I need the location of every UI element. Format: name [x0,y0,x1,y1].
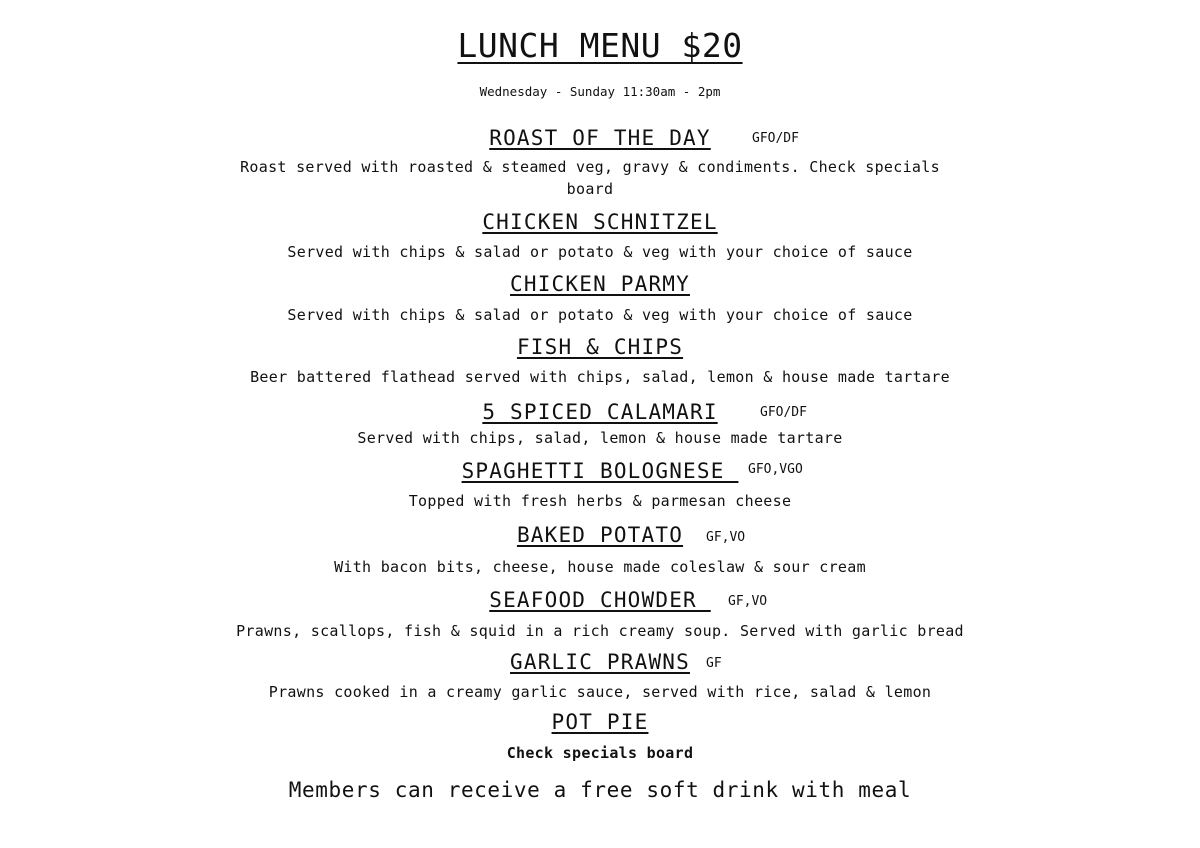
dietary-tag: GFO,VGO [748,462,803,477]
menu-item-header [0,210,1200,238]
menu-item-name: BAKED POTATO [516,523,684,547]
menu-item-description: Roast served with roasted & steamed veg, gravy & condiments. Check specials board [240,158,940,198]
menu-item-name: 5 SPICED CALAMARI [482,400,718,424]
menu-item-name: ROAST OF THE DAY [489,126,711,150]
menu-item-description: Prawns cooked in a creamy garlic sauce, served with rice, salad & lemon [268,683,932,701]
menu-item-name: GARLIC PRAWNS [510,650,690,674]
menu-item-header [0,400,1200,428]
dietary-tag: GFO/DF [760,405,807,420]
dietary-tag: GFO/DF [752,131,799,146]
menu-item-name: FISH & CHIPS [516,335,684,359]
dietary-tag: GF,VO [728,594,768,609]
menu-item-description: Prawns, scallops, fish & squid in a rich creamy soup. Served with garlic bread [236,622,964,640]
menu-item-header [0,126,1200,154]
members-note: Members can receive a free soft drink with meal [288,778,912,802]
menu-item-description: Served with chips & salad or potato & veg with your choice of sauce [287,243,913,261]
menu-item-header [0,272,1200,300]
menu-item-name: CHICKEN PARMY [510,272,690,296]
menu-item-header [0,650,1200,678]
menu-item-name: SPAGHETTI BOLOGNESE [461,459,739,483]
menu-item-header [0,710,1200,738]
dietary-tag: GF [706,656,722,671]
menu-hours: Wednesday - Sunday 11:30am - 2pm [479,84,721,99]
menu-title: LUNCH MENU $20 [457,26,743,65]
menu-item-description: Served with chips, salad, lemon & house made tartare [357,429,843,447]
menu-item-name: SEAFOOD CHOWDER [489,588,711,612]
menu-item-description: Beer battered flathead served with chips, salad, lemon & house made tartare [250,368,950,386]
menu-item-name: POT PIE [551,710,649,734]
menu-item-description: Served with chips & salad or potato & veg with your choice of sauce [287,306,913,324]
menu-item-description: Check specials board [506,744,694,762]
menu-item-header [0,459,1200,487]
dietary-tag: GF,VO [706,530,746,545]
menu-item-description: With bacon bits, cheese, house made coleslaw & sour cream [334,558,866,576]
menu-item-header [0,588,1200,616]
menu-item-description: Topped with fresh herbs & parmesan cheese [408,492,792,510]
menu-item-name: CHICKEN SCHNITZEL [482,210,718,234]
menu-item-header [0,335,1200,363]
menu-item-header [0,523,1200,551]
